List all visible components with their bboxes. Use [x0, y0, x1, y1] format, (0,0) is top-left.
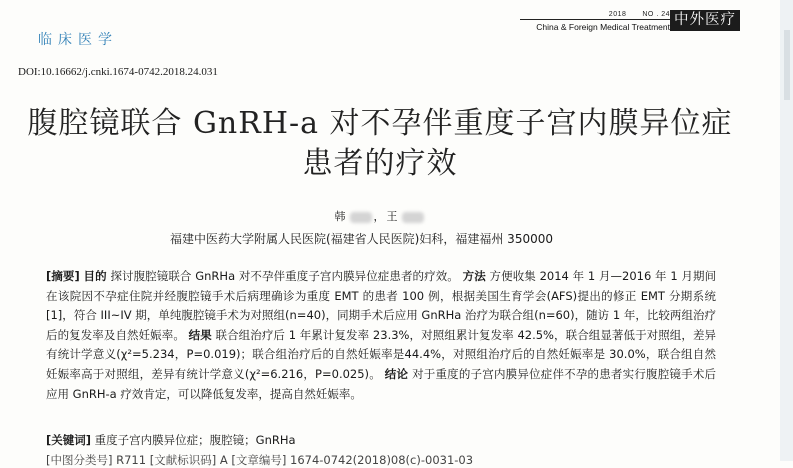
journal-name-en: China & Foreign Medical Treatment	[536, 22, 670, 32]
methods-text: 方便收集 2014 年 1 月—2016 年 1 月期间在该院因不孕症住院并经腹腔镜手术后病理确诊为重度 EMT 的患者 100 例，根据美国生育学会(AFS)提出的修正 EMT 分期系统[1]，符合 III~IV 期，单纯腹腔镜手术为对照组(n=40)，同期手术后应用 GnRHa 治疗为联合组(n=60)，随访 1 年，比较两组治疗后的复发率及自然妊娠率。	[46, 269, 717, 342]
issue: NO . 24	[642, 11, 670, 18]
conclusion-label: 结论	[384, 366, 409, 381]
section-label: 临床医学	[38, 32, 118, 48]
keywords-text: 重度子宫内膜异位症；腹腔镜；GnRHa	[94, 433, 296, 447]
methods-label: 方法	[462, 269, 486, 283]
results-text: 联合组治疗后 1 年累计复发率 23.3%，对照组累计复发率 42.5%，联合组显著低于对照组，差异有统计学意义(χ²=5.234，P=0.019)；联合组治疗后的自然妊娠率是44.4%，对照组治疗后的自然妊娠率是 30.0%，联合组自然妊娠率高于对照组，差异有统计学意义(χ²=6.216，P=0.025)。	[46, 327, 717, 381]
redacted-name	[350, 212, 372, 223]
conclusion-text: 对于重度的子宫内膜异位症伴不孕的患者实行腹腔镜手术后应用 GnRH-a 疗效肯定，可以降低复发率，提高自然妊娠率。	[46, 366, 717, 401]
abstract-label: [摘要]	[46, 269, 80, 283]
keywords-label: [关键词]	[46, 433, 92, 447]
objective-label: 目的	[83, 269, 107, 283]
title-line-1: 腹腔镜联合 GnRH-a 对不孕伴重度子宫内膜异位症	[27, 106, 733, 141]
page-edge-strip	[780, 0, 793, 461]
journal-name-cn: 中外医疗	[670, 10, 740, 31]
author-2-surname: 王	[386, 210, 400, 223]
abstract	[46, 267, 716, 404]
paper-title	[0, 104, 760, 184]
classification-line: [中图分类号] R711 [文献标识码] A [文章编号] 1674-0742(2018)08(c)-0031-03	[46, 453, 474, 467]
author-1-surname: 韩	[334, 210, 348, 223]
header-rule	[520, 19, 670, 20]
authors: 韩 ，王	[0, 208, 760, 224]
objective-text: 探讨腹腔镜联合 GnRHa 对不孕伴重度子宫内膜异位症患者的疗效。	[110, 269, 459, 283]
journal-meta	[520, 11, 670, 32]
title-line-2: 患者的疗效	[302, 146, 458, 181]
year-issue	[520, 11, 670, 18]
results-label: 结果	[188, 327, 212, 342]
keywords	[46, 432, 296, 448]
redacted-name	[402, 212, 424, 223]
year: 2018	[608, 11, 627, 18]
affiliation: 福建中医药大学附属人民医院(福建省人民医院)妇科，福建福州 350000	[170, 232, 553, 246]
doi[interactable]: DOI:10.16662/j.cnki.1674-0742.2018.24.031	[18, 66, 218, 78]
